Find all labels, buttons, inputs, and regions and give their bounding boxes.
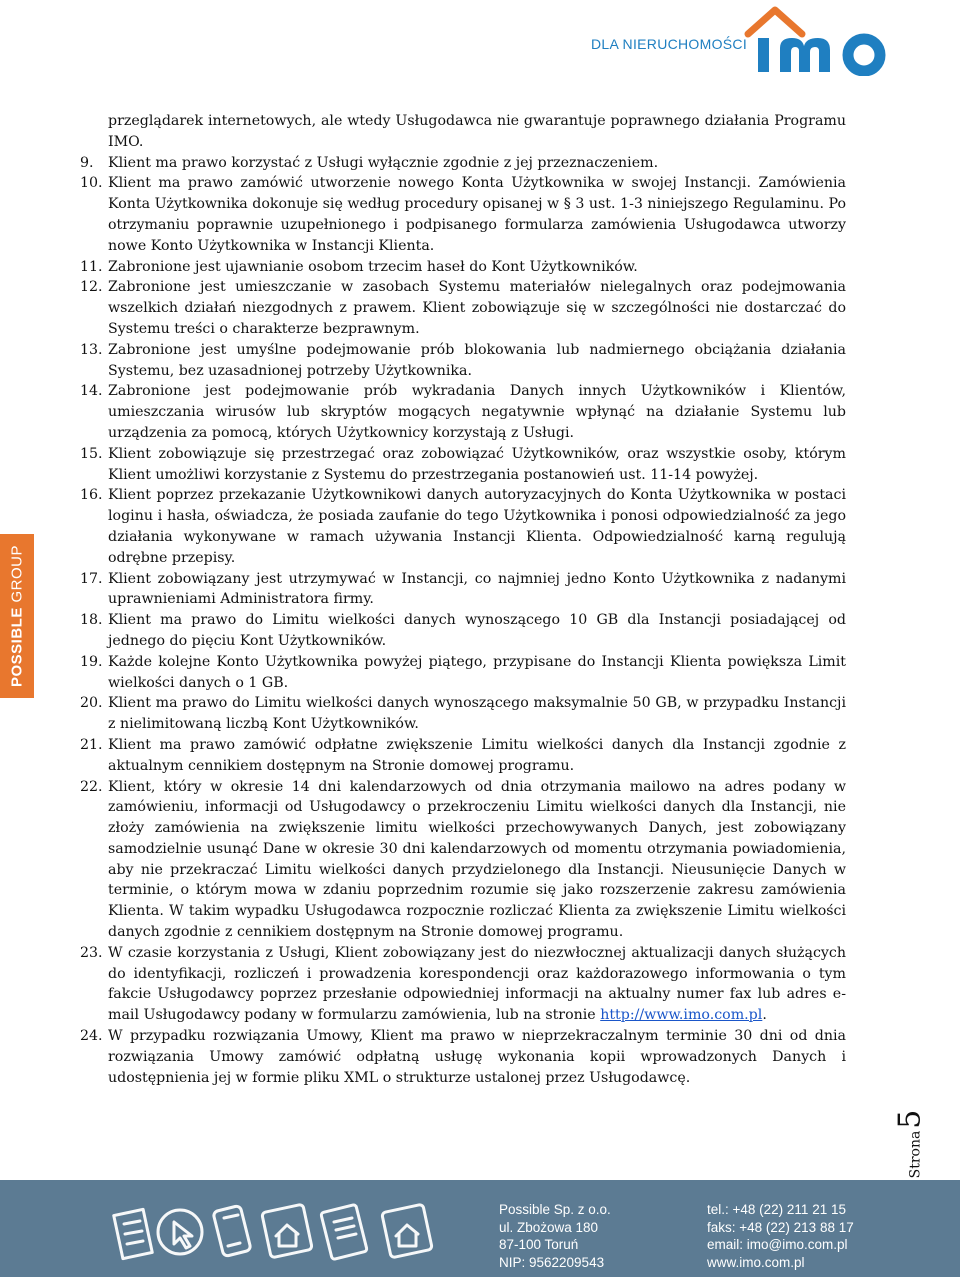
list-item-number: 15. <box>80 445 103 462</box>
footer-company-line: ul. Zbożowa 180 <box>499 1219 599 1235</box>
list-item-number: 24. <box>80 1028 103 1045</box>
page-value: 5 <box>892 1109 928 1129</box>
footer-company-info <box>499 1201 611 1271</box>
list-item-number: 16. <box>80 487 103 504</box>
page-header <box>0 0 960 80</box>
list-item-number: 20. <box>80 695 103 712</box>
list-item-text <box>108 257 846 278</box>
footer-fax: faks: +48 (22) 213 88 17 <box>707 1219 854 1235</box>
list-item-number: 10. <box>80 175 103 192</box>
list-item-body: Klient zobowiązany jest utrzymywać w Instancji, co najmniej jedno Konto Użytkownika z nadanymi uprawnieniami Administratora firmy. <box>108 570 846 608</box>
list-item-number: 13. <box>80 341 103 358</box>
list-item-suffix: . <box>762 1007 767 1024</box>
cursor-hand-icon <box>158 1210 202 1254</box>
list-item-body: Klient ma prawo do Limitu wielkości danych wynoszącego 10 GB dla Instancji posiadającej od jednego do pięciu Kont Użytkowników. <box>108 612 846 649</box>
imo-logo <box>740 4 940 76</box>
list-item-text <box>108 777 846 943</box>
document-icon <box>321 1204 368 1259</box>
list-item <box>80 340 846 382</box>
list-item <box>80 652 846 694</box>
list-item-number: 9. <box>80 154 94 171</box>
list-item-text <box>108 173 846 256</box>
brand-tagline: DLA NIERUCHOMOŚCI <box>591 36 748 52</box>
side-brand-strong: POSSIBLE <box>8 607 26 688</box>
list-item-text <box>108 444 846 486</box>
list-item-text <box>108 735 846 777</box>
list-item-number: 11. <box>80 258 103 275</box>
list-item-text <box>108 381 846 443</box>
list-item-body: Zabronione jest ujawnianie osobom trzecim haseł do Kont Użytkowników. <box>108 258 638 275</box>
list-item <box>80 173 846 256</box>
list-item-number: 12. <box>80 279 103 296</box>
side-brand-light: GROUP <box>8 544 26 608</box>
list-item-number: 18. <box>80 612 103 629</box>
list-item-text <box>108 652 846 694</box>
list-item-body: Klient, który w okresie 14 dni kalendarzowych od dnia otrzymania mailowo na adres podany w zamówieniu, informacji od Usługodawcy o przekroczeniu Limitu wielkości danych dla Instancji, nie złoży zamówienia na zwiększenie limitu wielkości przechowywanych Danych, jest zobowiązany samodzielnie usunąć Dane w okresie 30 dni kalendarzowych od momentu otrzymania powiadomienia, aby nie przekraczać Limitu wielkości danych przydzielonego dla Instancji. Nieusunięcie Danych w terminie, o którym mowa w zdaniu poprzednim rozumie się jako rozszerzenie zakresu zamówienia Klienta. W takim wypadku Usługodawca rozpocznie rozliczać Klienta za zwiększenie Limitu wielkości danych zgodnie z cennikiem dostępnym na Stronie domowej programu. <box>108 778 846 941</box>
list-item-text <box>108 610 846 652</box>
list-item-number: 17. <box>80 570 103 587</box>
page-label: Strona <box>907 1130 924 1179</box>
list-item-body: Każde kolejne Konto Użytkownika powyżej piątego, przypisane do Instancji Klienta powiększa Limit wielkości danych o 1 GB. <box>108 653 846 691</box>
list-item <box>80 381 846 443</box>
list-item-text <box>108 277 846 339</box>
list-item-text <box>108 693 846 735</box>
intro-paragraph: przeglądarek internetowych, ale wtedy Usługodawca nie gwarantuje poprawnego działania Programu IMO. <box>108 113 846 150</box>
list-item-body: W przypadku rozwiązania Umowy, Klient ma prawo w nieprzekraczalnym terminie 30 dni od dnia rozwiązania Umowy zamówić odpłatną usługę wykonania kopii wprowadzonych Danych i udostępnienia jej w formie pliku XML o strukturze ustalonej przez Usługodawcę. <box>108 1028 846 1086</box>
list-item-body: Klient ma prawo do Limitu wielkości danych wynoszącego maksymalnie 50 GB, w przypadku Instancji z nielimitowaną liczbą Kont Użytkowników. <box>108 695 846 733</box>
list-item <box>80 485 846 568</box>
list-item-body: Klient ma prawo zamówić utworzenie nowego Konta Użytkownika w swojej Instancji. Zamówienia Konta Użytkownika dokonuje się według procedury opisanej w § 3 ust. 1-3 niniejszego Regulaminu. Po otrzymaniu poprawnie uzupełnionego i podpisanego formularza zamówienia Usługodawca utworzy nowe Konto Użytkownika w Instancji Klienta. <box>108 175 846 254</box>
list-item <box>80 153 846 174</box>
list-item <box>80 277 846 339</box>
footer-icon-strip <box>110 1194 490 1264</box>
list-item-number: 23. <box>80 944 103 961</box>
website-link[interactable]: http://www.imo.com.pl <box>600 1007 763 1024</box>
numbered-list <box>80 153 846 1089</box>
list-item-body: Zabronione jest podejmowanie prób wykradania Danych innych Użytkowników i Klientów, umieszczania wirusów lub skryptów mogących negatywnie wpłynąć na działanie Systemu lub urządzenia za pomocą, których Użytkownicy korzystają z Usługi. <box>108 383 846 441</box>
list-item-body: Klient ma prawo zamówić odpłatne zwiększenie Limitu wielkości danych dla Instancji zgodnie z aktualnym cennikiem dostępnym na Stronie domowej programu. <box>108 736 846 774</box>
page-footer <box>0 1180 960 1277</box>
list-item <box>80 569 846 611</box>
house-icon-2 <box>382 1204 433 1258</box>
list-item-body: Klient zobowiązuje się przestrzegać oraz zobowiązać Użytkowników, oraz wszystkie osoby, którym Klient umożliwi korzystanie z Systemu do przestrzegania postanowień ust. 11-14 powyżej. <box>108 445 846 483</box>
footer-contact-info <box>707 1201 854 1271</box>
list-item-text <box>108 485 846 568</box>
list-item <box>80 1026 846 1088</box>
footer-company-line: 87-100 Toruń <box>499 1237 579 1252</box>
list-item-number: 21. <box>80 736 103 753</box>
list-item-number: 22. <box>80 778 103 795</box>
list-item <box>80 693 846 735</box>
list-item-body: Zabronione jest umieszczanie w zasobach Systemu materiałów nielegalnych oraz podejmowania wszelkich działań niezgodnych z prawem. Klient zobowiązuje się w szczególności nie dostarczać do Systemu treści o charakterze bezprawnym. <box>108 279 846 337</box>
list-item-body: Zabronione jest umyślne podejmowanie prób blokowania lub nadmiernego obciążania działania Systemu, bez uzasadnionej potrzeby Użytkownika. <box>108 341 846 379</box>
page-number <box>890 1104 930 1184</box>
list-item-text <box>108 943 846 1026</box>
list-item <box>80 777 846 943</box>
footer-phone: tel.: +48 (22) 211 21 15 <box>707 1202 846 1217</box>
list-item-body: W czasie korzystania z Usługi, Klient zobowiązany jest do niezwłocznej aktualizacji danych służących do identyfikacji, rozliczeń i prowadzenia korespondencji oraz każdorazowego informowania o tym fakcie Usługodawcy poprzez przesłanie odpowiedniej informacji na aktualny numer fax lub adres e-mail Usługodawcy podany w formularzu zamówienia, lub na stronie <box>108 944 846 1024</box>
footer-company-line: NIP: 9562209543 <box>499 1254 605 1270</box>
list-item <box>80 257 846 278</box>
possible-group-side-logo <box>0 534 34 698</box>
list-item-text <box>108 569 846 611</box>
list-item <box>80 610 846 652</box>
list-item-number: 14. <box>80 383 103 400</box>
list-item-text <box>108 153 846 174</box>
list-item-text <box>108 1026 846 1088</box>
list-item <box>80 444 846 486</box>
footer-company-line: Possible Sp. z o.o. <box>499 1202 611 1217</box>
house-icon <box>262 1204 313 1258</box>
list-item <box>80 943 846 1026</box>
list-item-body: Klient ma prawo korzystać z Usługi wyłącznie zgodnie z jej przeznaczeniem. <box>108 154 659 171</box>
footer-website: www.imo.com.pl <box>707 1254 805 1270</box>
building-icon <box>114 1209 152 1258</box>
list-item-number: 19. <box>80 653 103 670</box>
phone-icon <box>213 1205 251 1256</box>
footer-email: email: imo@imo.com.pl <box>707 1237 848 1252</box>
list-item-text <box>108 340 846 382</box>
document-body <box>80 111 846 1088</box>
list-item <box>80 735 846 777</box>
list-item-body: Klient poprzez przekazanie Użytkownikowi danych autoryzacyjnych do Konta Użytkownika w postaci loginu i hasła, oświadcza, że posiada zaufanie do tego Użytkownika i ponosi odpowiedzialność za jego działania wykonywane w ramach używania Instancji Klienta. Odpowiedzialność karną regulują odrębne przepisy. <box>108 487 846 566</box>
